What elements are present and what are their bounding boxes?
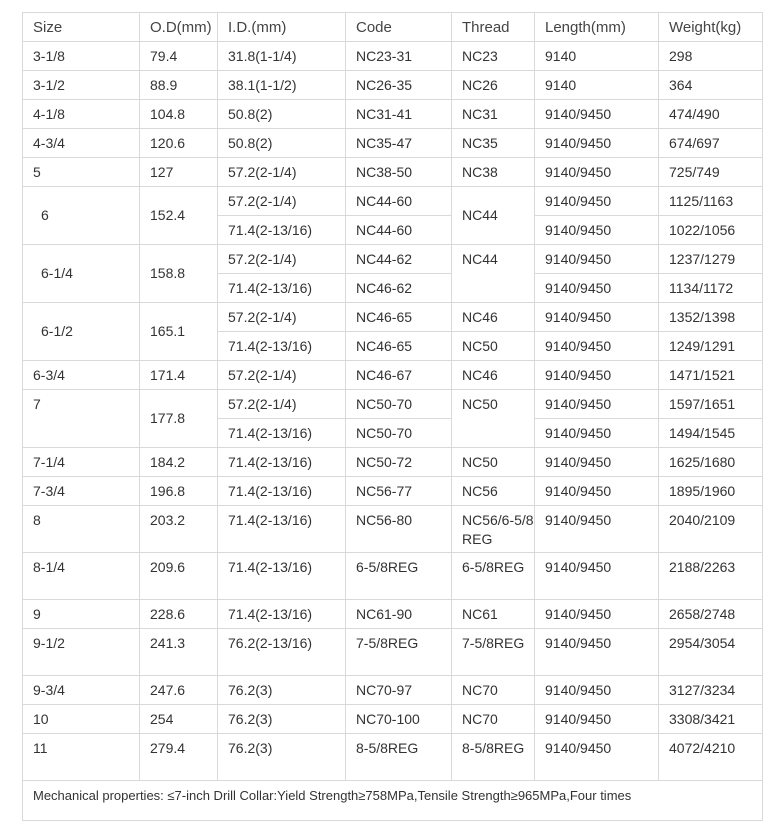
table-cell: 76.2(3) bbox=[218, 734, 346, 781]
table-cell: NC56 bbox=[452, 477, 535, 506]
table-cell: 1471/1521 bbox=[659, 361, 763, 390]
table-cell: 1494/1545 bbox=[659, 419, 763, 448]
table-cell: 7-1/4 bbox=[23, 448, 140, 477]
table-cell: 364 bbox=[659, 71, 763, 100]
table-cell: NC70-97 bbox=[346, 676, 452, 705]
table-cell: 9140/9450 bbox=[535, 629, 659, 676]
table-cell: 6-1/2 bbox=[23, 303, 140, 361]
table-cell: 57.2(2-1/4) bbox=[218, 390, 346, 419]
table-row bbox=[23, 187, 763, 216]
table-cell: NC61-90 bbox=[346, 600, 452, 629]
drill-collar-spec-table bbox=[22, 12, 763, 821]
table-row bbox=[23, 129, 763, 158]
table-cell: 9140/9450 bbox=[535, 448, 659, 477]
table-cell: 2954/3054 bbox=[659, 629, 763, 676]
table-cell: 228.6 bbox=[140, 600, 218, 629]
table-cell: 9140/9450 bbox=[535, 506, 659, 553]
table-cell: 127 bbox=[140, 158, 218, 187]
table-cell: NC26-35 bbox=[346, 71, 452, 100]
table-cell: 6-5/8REG bbox=[346, 553, 452, 600]
table-cell: 6-3/4 bbox=[23, 361, 140, 390]
table-cell: 57.2(2-1/4) bbox=[218, 303, 346, 332]
mechanical-properties-note: Mechanical properties: ≤7-inch Drill Collar:Yield Strength≥758MPa,Tensile Strength≥965MPa,Four times bbox=[23, 781, 763, 821]
table-cell: 57.2(2-1/4) bbox=[218, 187, 346, 216]
table-cell: NC35 bbox=[452, 129, 535, 158]
table-cell: NC56-80 bbox=[346, 506, 452, 553]
table-cell: 9140 bbox=[535, 42, 659, 71]
table-cell: 279.4 bbox=[140, 734, 218, 781]
table-cell: 71.4(2-13/16) bbox=[218, 553, 346, 600]
table-cell: NC70 bbox=[452, 676, 535, 705]
table-cell: 725/749 bbox=[659, 158, 763, 187]
table-cell: 1022/1056 bbox=[659, 216, 763, 245]
table-cell: 1352/1398 bbox=[659, 303, 763, 332]
table-cell: 8 bbox=[23, 506, 140, 553]
table-cell: 9140/9450 bbox=[535, 734, 659, 781]
table-cell: 4-1/8 bbox=[23, 100, 140, 129]
table-cell: 474/490 bbox=[659, 100, 763, 129]
table-cell: 9140/9450 bbox=[535, 390, 659, 419]
table-cell: 298 bbox=[659, 42, 763, 71]
table-row bbox=[23, 303, 763, 332]
table-cell: 71.4(2-13/16) bbox=[218, 332, 346, 361]
table-cell: 209.6 bbox=[140, 553, 218, 600]
table-cell: 1237/1279 bbox=[659, 245, 763, 274]
table-cell: 76.2(2-13/16) bbox=[218, 629, 346, 676]
table-cell: 241.3 bbox=[140, 629, 218, 676]
table-cell: 71.4(2-13/16) bbox=[218, 600, 346, 629]
table-cell: 50.8(2) bbox=[218, 129, 346, 158]
table-cell: 9140/9450 bbox=[535, 332, 659, 361]
table-cell: NC35-47 bbox=[346, 129, 452, 158]
table-cell: NC44-60 bbox=[346, 187, 452, 216]
table-cell: 9140/9450 bbox=[535, 100, 659, 129]
table-cell: 171.4 bbox=[140, 361, 218, 390]
table-cell: 57.2(2-1/4) bbox=[218, 361, 346, 390]
table-cell: NC23-31 bbox=[346, 42, 452, 71]
header-cell: Length(mm) bbox=[535, 13, 659, 42]
table-cell: NC46-65 bbox=[346, 332, 452, 361]
table-row bbox=[23, 629, 763, 676]
table-cell: 203.2 bbox=[140, 506, 218, 553]
header-row bbox=[23, 13, 763, 42]
table-cell: 9 bbox=[23, 600, 140, 629]
table-cell: NC46 bbox=[452, 361, 535, 390]
table-cell: 9140 bbox=[535, 71, 659, 100]
table-row bbox=[23, 600, 763, 629]
table-cell: 71.4(2-13/16) bbox=[218, 274, 346, 303]
table-cell: 1125/1163 bbox=[659, 187, 763, 216]
table-cell: 7 bbox=[23, 390, 140, 448]
table-cell: 104.8 bbox=[140, 100, 218, 129]
table-cell: 196.8 bbox=[140, 477, 218, 506]
table-cell: NC44 bbox=[452, 187, 535, 245]
table-cell: 9140/9450 bbox=[535, 676, 659, 705]
table-cell: 6-1/4 bbox=[23, 245, 140, 303]
table-cell: NC38-50 bbox=[346, 158, 452, 187]
table-cell: 9140/9450 bbox=[535, 419, 659, 448]
table-row bbox=[23, 361, 763, 390]
header-cell: Weight(kg) bbox=[659, 13, 763, 42]
header-cell: Thread bbox=[452, 13, 535, 42]
table-cell: 88.9 bbox=[140, 71, 218, 100]
table-cell: NC50 bbox=[452, 390, 535, 448]
note-row bbox=[23, 781, 763, 821]
table-row bbox=[23, 42, 763, 71]
table-cell: NC61 bbox=[452, 600, 535, 629]
table-cell: 9140/9450 bbox=[535, 705, 659, 734]
table-cell: NC31-41 bbox=[346, 100, 452, 129]
table-cell: NC56-77 bbox=[346, 477, 452, 506]
table-cell: 1895/1960 bbox=[659, 477, 763, 506]
table-cell: 1625/1680 bbox=[659, 448, 763, 477]
table-cell: 1597/1651 bbox=[659, 390, 763, 419]
table-cell: NC50 bbox=[452, 332, 535, 361]
table-cell: 10 bbox=[23, 705, 140, 734]
table-cell: 71.4(2-13/16) bbox=[218, 419, 346, 448]
table-cell: 4-3/4 bbox=[23, 129, 140, 158]
table-cell: 38.1(1-1/2) bbox=[218, 71, 346, 100]
table-cell: NC50 bbox=[452, 448, 535, 477]
table-cell: 8-5/8REG bbox=[452, 734, 535, 781]
table-cell: 8-1/4 bbox=[23, 553, 140, 600]
table-cell: 254 bbox=[140, 705, 218, 734]
table-cell: 9140/9450 bbox=[535, 158, 659, 187]
table-cell: 9140/9450 bbox=[535, 187, 659, 216]
table-row bbox=[23, 477, 763, 506]
table-cell: 3-1/8 bbox=[23, 42, 140, 71]
table-cell: 7-3/4 bbox=[23, 477, 140, 506]
table-cell: 6 bbox=[23, 187, 140, 245]
table-cell: 9140/9450 bbox=[535, 477, 659, 506]
header-cell: O.D(mm) bbox=[140, 13, 218, 42]
table-cell: NC70 bbox=[452, 705, 535, 734]
table-cell: 31.8(1-1/4) bbox=[218, 42, 346, 71]
table-cell: 11 bbox=[23, 734, 140, 781]
table-row bbox=[23, 100, 763, 129]
table-cell: NC44-60 bbox=[346, 216, 452, 245]
table-cell: NC46 bbox=[452, 303, 535, 332]
table-cell: 177.8 bbox=[140, 390, 218, 448]
table-cell: 3308/3421 bbox=[659, 705, 763, 734]
table-cell: NC70-100 bbox=[346, 705, 452, 734]
table-cell: 7-5/8REG bbox=[346, 629, 452, 676]
table-cell: 2188/2263 bbox=[659, 553, 763, 600]
table-cell: 57.2(2-1/4) bbox=[218, 158, 346, 187]
table-row bbox=[23, 390, 763, 419]
header-cell: Size bbox=[23, 13, 140, 42]
table-cell: 3127/3234 bbox=[659, 676, 763, 705]
table-row bbox=[23, 506, 763, 553]
table-row bbox=[23, 553, 763, 600]
table-cell: 120.6 bbox=[140, 129, 218, 158]
table-cell: 71.4(2-13/16) bbox=[218, 477, 346, 506]
table-cell: NC44 bbox=[452, 245, 535, 303]
table-cell: 76.2(3) bbox=[218, 676, 346, 705]
table-cell: NC31 bbox=[452, 100, 535, 129]
table-cell: 158.8 bbox=[140, 245, 218, 303]
table-cell: 8-5/8REG bbox=[346, 734, 452, 781]
table-cell: 71.4(2-13/16) bbox=[218, 506, 346, 553]
table-cell: NC56/6-5/8REG bbox=[452, 506, 535, 553]
table-cell: 71.4(2-13/16) bbox=[218, 448, 346, 477]
table-row bbox=[23, 705, 763, 734]
table-cell: 9140/9450 bbox=[535, 245, 659, 274]
table-cell: NC26 bbox=[452, 71, 535, 100]
table-cell: 247.6 bbox=[140, 676, 218, 705]
table-cell: 57.2(2-1/4) bbox=[218, 245, 346, 274]
table-cell: 4072/4210 bbox=[659, 734, 763, 781]
table-cell: NC46-65 bbox=[346, 303, 452, 332]
table-cell: 5 bbox=[23, 158, 140, 187]
table-cell: 674/697 bbox=[659, 129, 763, 158]
table-row bbox=[23, 158, 763, 187]
table-cell: 71.4(2-13/16) bbox=[218, 216, 346, 245]
table-cell: NC46-62 bbox=[346, 274, 452, 303]
table-row bbox=[23, 676, 763, 705]
table-cell: 9140/9450 bbox=[535, 274, 659, 303]
table-row bbox=[23, 448, 763, 477]
table-cell: NC44-62 bbox=[346, 245, 452, 274]
table-cell: 1249/1291 bbox=[659, 332, 763, 361]
table-cell: 1134/1172 bbox=[659, 274, 763, 303]
table-cell: 9140/9450 bbox=[535, 553, 659, 600]
table-cell: 76.2(3) bbox=[218, 705, 346, 734]
table-row bbox=[23, 734, 763, 781]
table-row bbox=[23, 71, 763, 100]
table-cell: 79.4 bbox=[140, 42, 218, 71]
table-cell: 2040/2109 bbox=[659, 506, 763, 553]
table-cell: 3-1/2 bbox=[23, 71, 140, 100]
header-cell: I.D.(mm) bbox=[218, 13, 346, 42]
table-cell: NC38 bbox=[452, 158, 535, 187]
table-cell: NC46-67 bbox=[346, 361, 452, 390]
table-cell: NC50-70 bbox=[346, 419, 452, 448]
table-cell: 7-5/8REG bbox=[452, 629, 535, 676]
drill-collar-spec-table-container bbox=[22, 12, 762, 821]
table-cell: NC50-70 bbox=[346, 390, 452, 419]
table-cell: 152.4 bbox=[140, 187, 218, 245]
header-cell: Code bbox=[346, 13, 452, 42]
table-cell: 184.2 bbox=[140, 448, 218, 477]
table-cell: NC23 bbox=[452, 42, 535, 71]
table-cell: 9140/9450 bbox=[535, 129, 659, 158]
table-cell: 165.1 bbox=[140, 303, 218, 361]
table-cell: 50.8(2) bbox=[218, 100, 346, 129]
table-cell: 6-5/8REG bbox=[452, 553, 535, 600]
table-cell: 9140/9450 bbox=[535, 216, 659, 245]
table-row bbox=[23, 245, 763, 274]
table-cell: 9140/9450 bbox=[535, 303, 659, 332]
table-cell: 9-1/2 bbox=[23, 629, 140, 676]
table-cell: 2658/2748 bbox=[659, 600, 763, 629]
table-cell: 9140/9450 bbox=[535, 600, 659, 629]
table-cell: NC50-72 bbox=[346, 448, 452, 477]
table-cell: 9-3/4 bbox=[23, 676, 140, 705]
table-cell: 9140/9450 bbox=[535, 361, 659, 390]
